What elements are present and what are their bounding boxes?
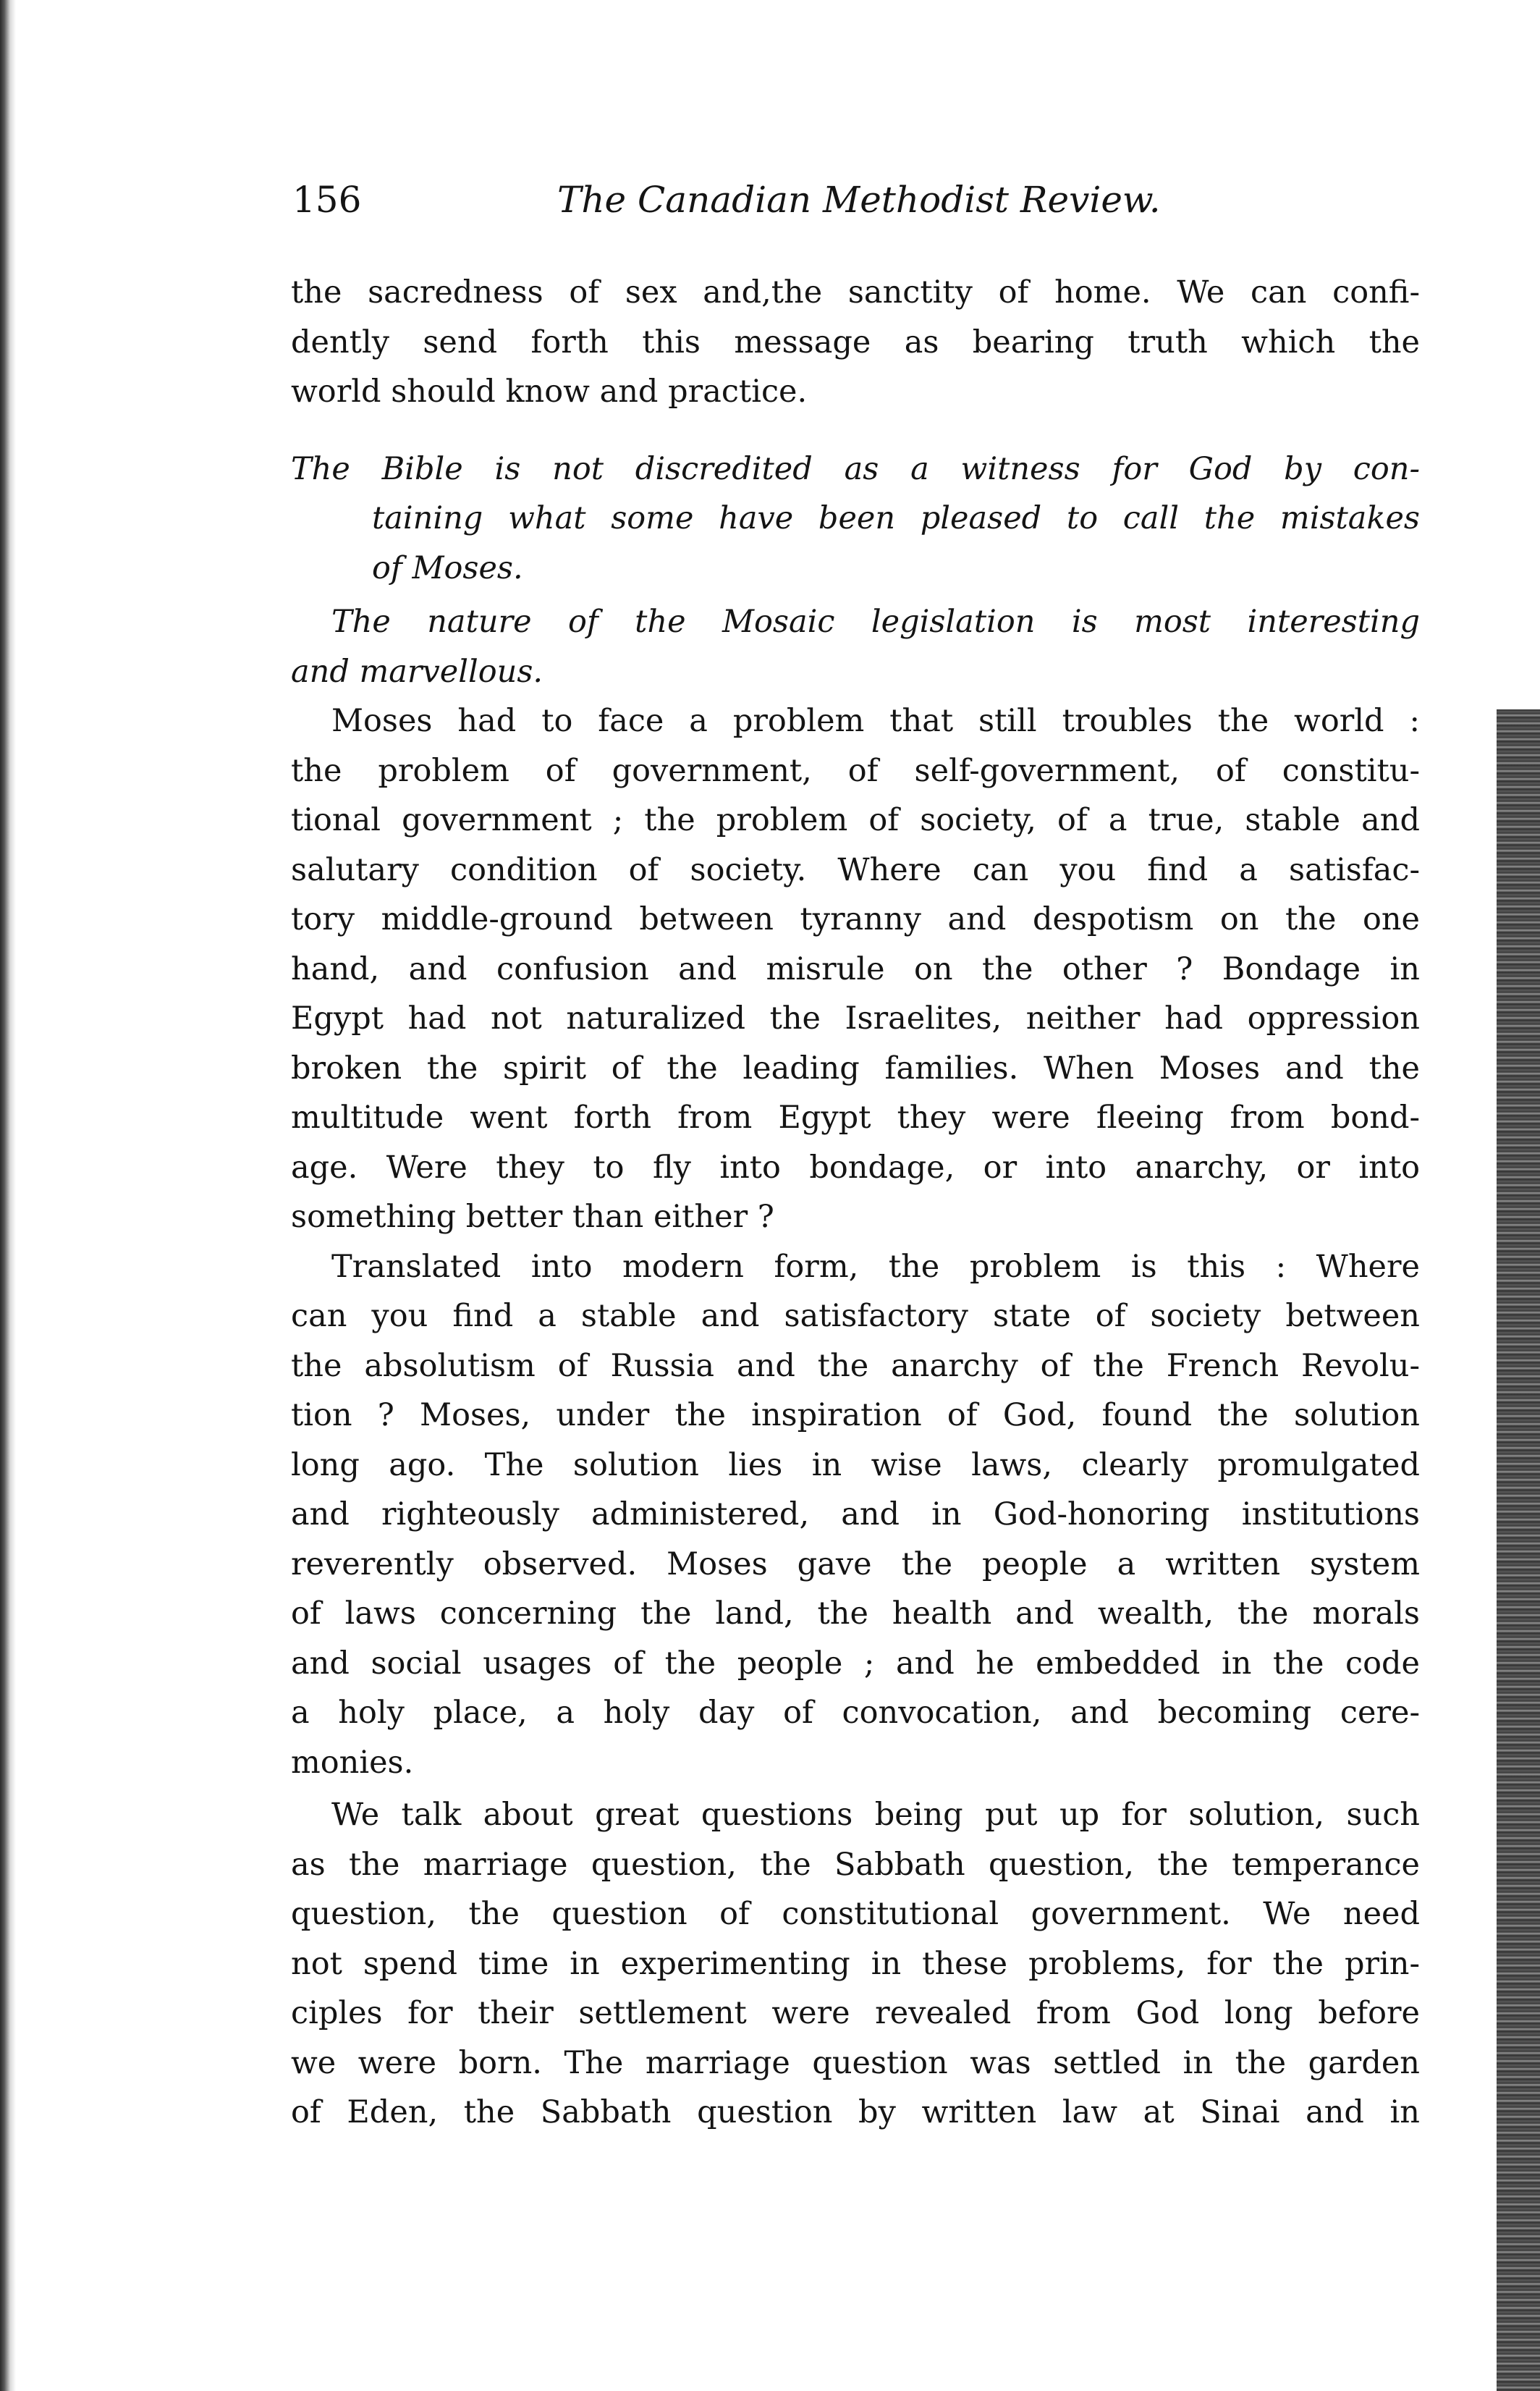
text-line: and righteously administered, and in God-honoring institutions bbox=[291, 1496, 1420, 1532]
article-body bbox=[291, 268, 1420, 2138]
text-line: taining what some have been pleased to call the mistakes bbox=[372, 500, 1420, 536]
italic-proposition-mosaic bbox=[291, 597, 1420, 696]
text-line: and social usages of the people ; and he embedded in the code bbox=[291, 1645, 1420, 1682]
text-line: Translated into modern form, the problem is this : Where bbox=[331, 1248, 1420, 1285]
text-line: The Bible is not discredited as a witness for God by con- bbox=[291, 450, 1420, 487]
text-line: the sacredness of sex and,the sanctity of home. We can confi- bbox=[291, 274, 1420, 311]
text-line: and marvellous. bbox=[291, 653, 543, 690]
page-edge-shadow bbox=[1497, 709, 1540, 2391]
text-line: a holy place, a holy day of convocation, and becoming cere- bbox=[291, 1695, 1420, 1731]
text-line: age. Were they to fly into bondage, or into anarchy, or into bbox=[291, 1149, 1420, 1186]
text-line: something better than either ? bbox=[291, 1199, 774, 1235]
text-line: multitude went forth from Egypt they were fleeing from bond- bbox=[291, 1100, 1420, 1136]
running-header bbox=[292, 171, 1421, 229]
text-line: the absolutism of Russia and the anarchy of the French Revolu- bbox=[291, 1347, 1420, 1384]
text-line: We talk about great questions being put up for solution, such bbox=[331, 1797, 1420, 1833]
paragraph-great-questions bbox=[291, 1790, 1420, 2138]
text-line: as the marriage question, the Sabbath question, the temperance bbox=[291, 1846, 1420, 1883]
italic-proposition-bible bbox=[291, 444, 1420, 594]
text-line: long ago. The solution lies in wise laws, clearly promulgated bbox=[291, 1446, 1420, 1483]
page-number: 156 bbox=[292, 179, 362, 221]
text-line: hand, and confusion and misrule on the other ? Bondage in bbox=[291, 950, 1420, 987]
text-line: tion ? Moses, under the inspiration of God, found the solution bbox=[291, 1397, 1420, 1433]
paragraph-moses-problem bbox=[291, 696, 1420, 1242]
text-line: The nature of the Mosaic legislation is most interesting bbox=[331, 604, 1420, 640]
text-line: the problem of government, of self-government, of constitu- bbox=[291, 752, 1420, 789]
text-line: broken the spirit of the leading families. When Moses and the bbox=[291, 1050, 1420, 1087]
paragraph-continuation bbox=[291, 268, 1420, 417]
paragraph-spacer bbox=[291, 417, 1420, 444]
text-line: world should know and practice. bbox=[291, 374, 808, 410]
text-line: tory middle-ground between tyranny and despotism on the one bbox=[291, 901, 1420, 937]
text-line: monies. bbox=[291, 1744, 414, 1781]
text-line: Moses had to face a problem that still troubles the world : bbox=[331, 703, 1420, 739]
text-line: of Eden, the Sabbath question by written law at Sinai and in bbox=[291, 2094, 1420, 2130]
text-line: can you find a stable and satisfactory state of society between bbox=[291, 1298, 1420, 1334]
text-line: of laws concerning the land, the health and wealth, the morals bbox=[291, 1595, 1420, 1632]
text-line: of Moses. bbox=[372, 549, 523, 586]
text-line: dently send forth this message as bearing truth which the bbox=[291, 324, 1420, 360]
text-line: question, the question of constitutional government. We need bbox=[291, 1896, 1420, 1932]
text-line: we were born. The marriage question was settled in the garden bbox=[291, 2044, 1420, 2081]
journal-title: The Canadian Methodist Review. bbox=[557, 179, 1161, 221]
paragraph-modern-form bbox=[291, 1242, 1420, 1788]
text-line: tional government ; the problem of society, of a true, stable and bbox=[291, 802, 1420, 838]
text-line: reverently observed. Moses gave the people a written system bbox=[291, 1545, 1420, 1582]
page-binding-shadow bbox=[0, 0, 16, 2391]
text-line: not spend time in experimenting in these problems, for the prin- bbox=[291, 1945, 1420, 1982]
text-line: salutary condition of society. Where can you find a satisfac- bbox=[291, 851, 1420, 888]
text-line: Egypt had not naturalized the Israelites, neither had oppression bbox=[291, 1000, 1420, 1037]
text-line: ciples for their settlement were revealed from God long before bbox=[291, 1995, 1420, 2031]
